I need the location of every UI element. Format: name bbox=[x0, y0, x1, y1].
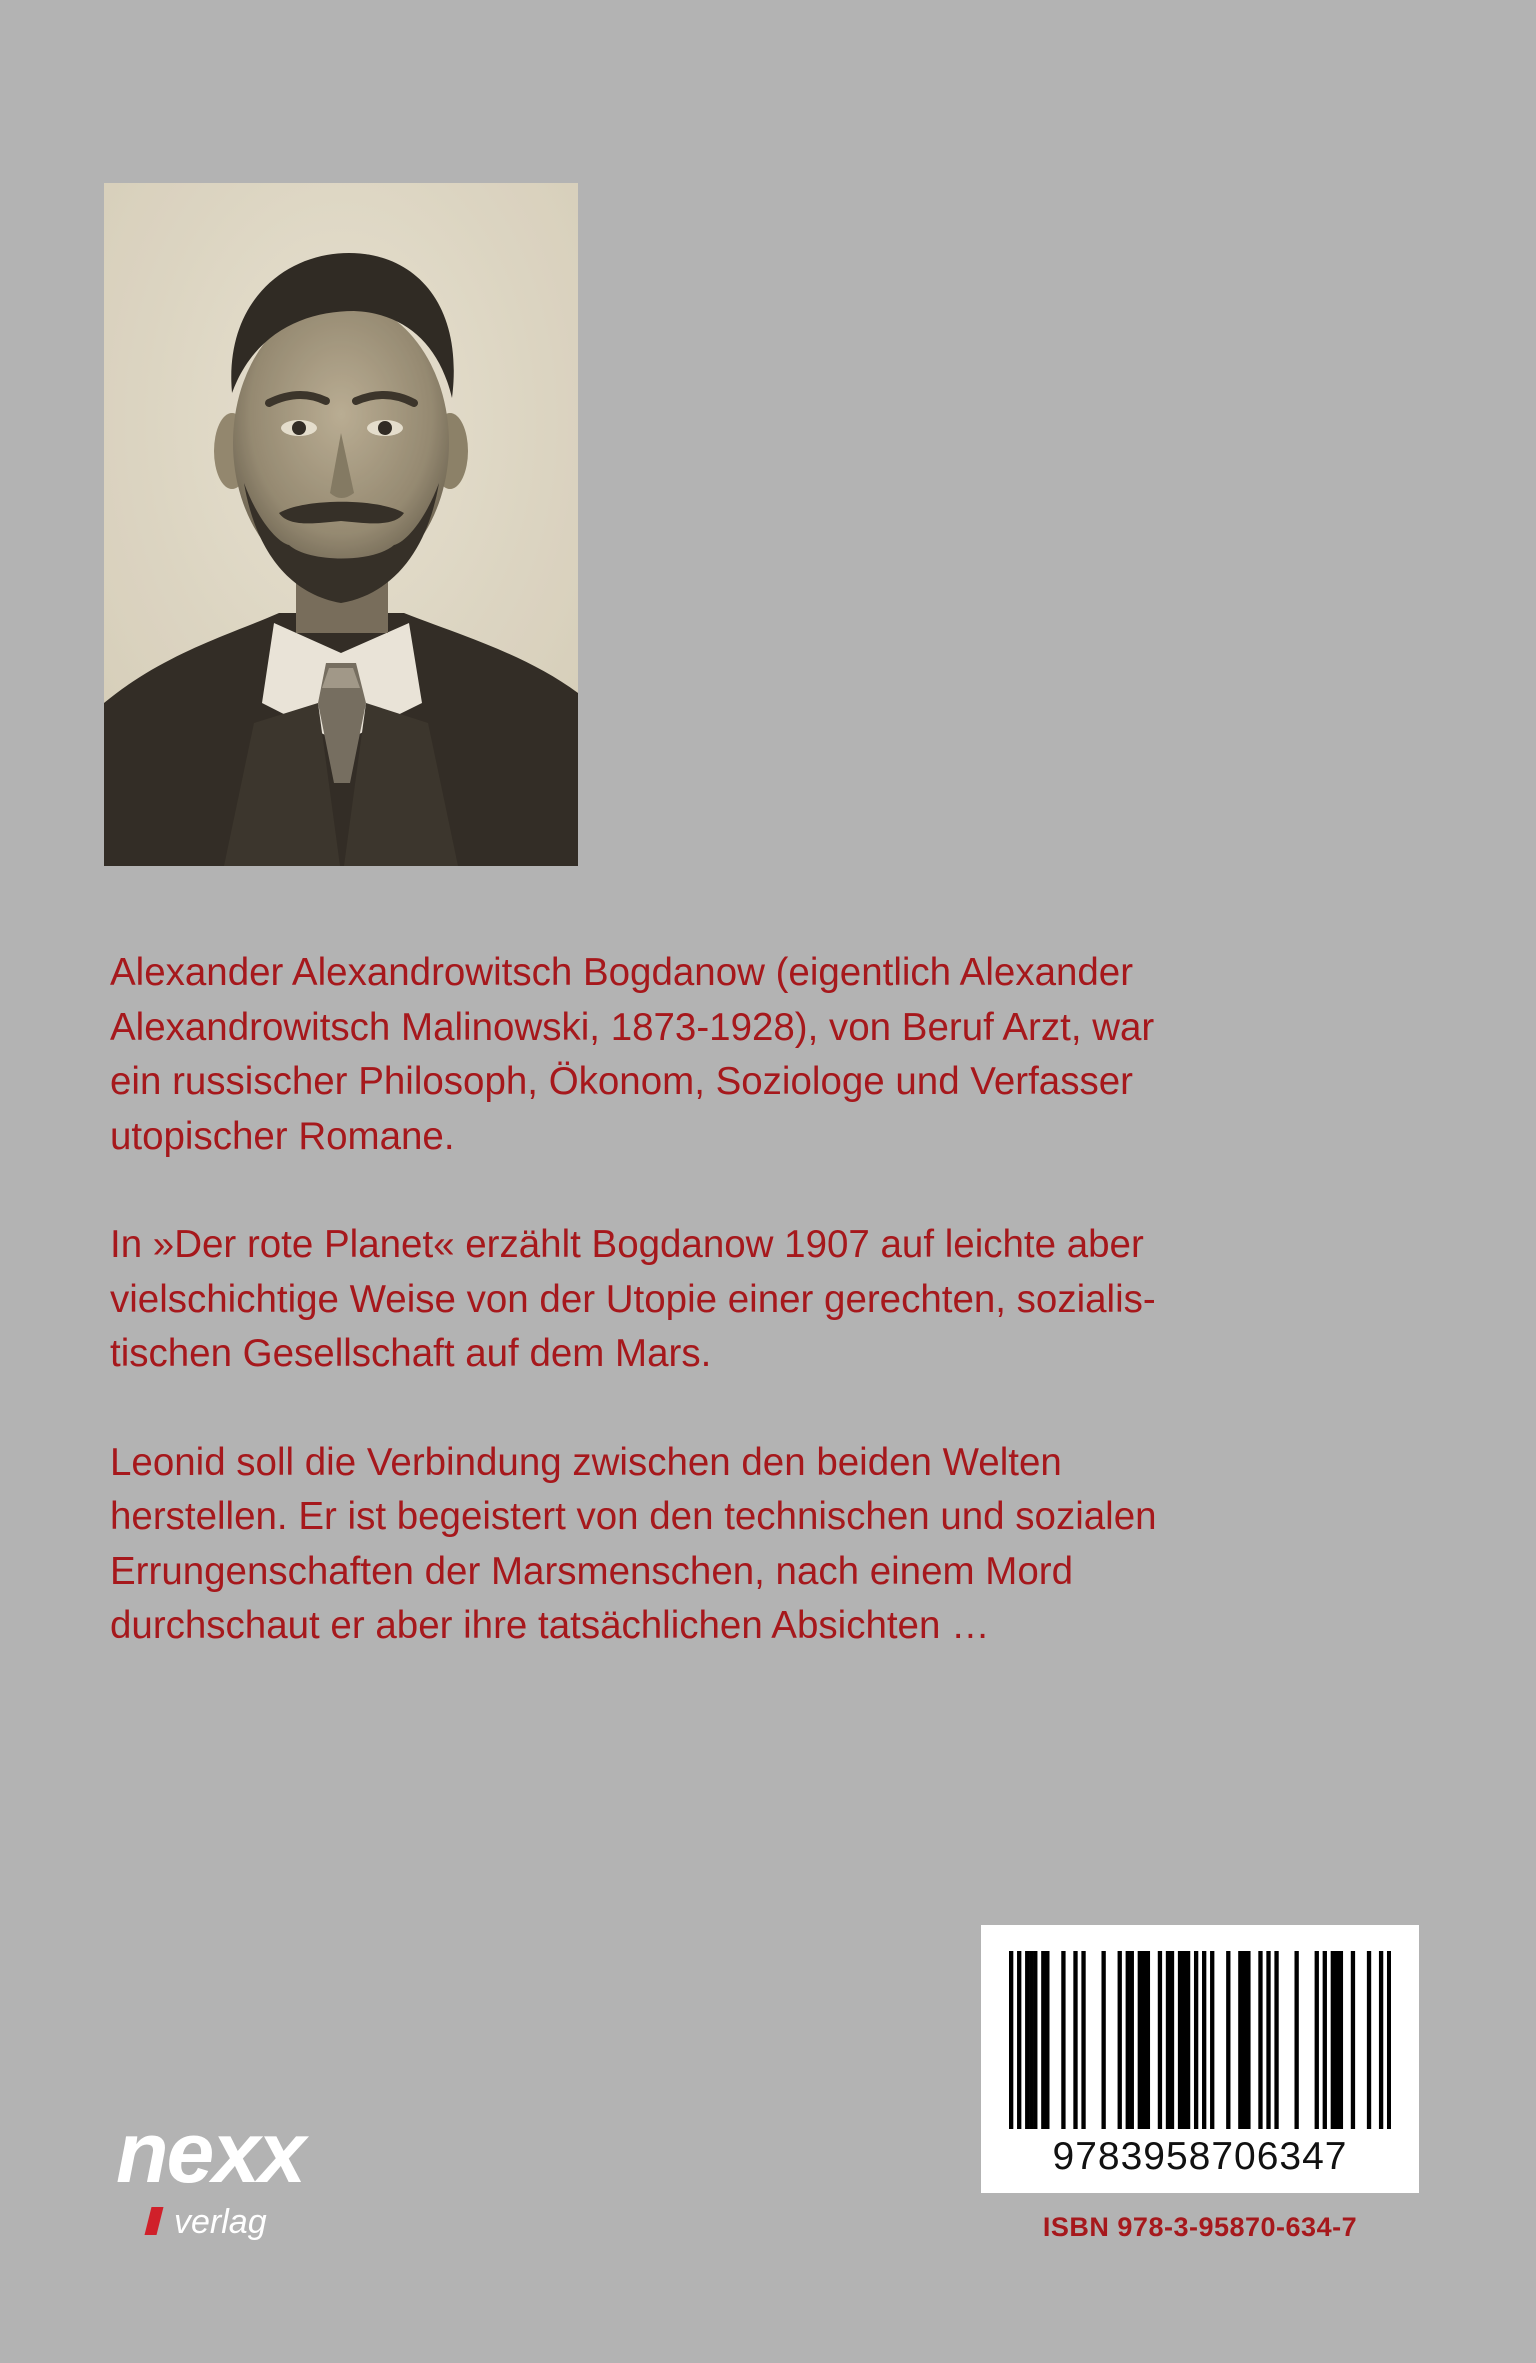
barcode-bar bbox=[1339, 1951, 1343, 2129]
barcode-bar bbox=[1186, 1951, 1190, 2129]
barcode-bar bbox=[1274, 1951, 1278, 2129]
barcode-bar bbox=[1045, 1951, 1049, 2129]
isbn-label: ISBN 978-3-95870-634-7 bbox=[1042, 2212, 1358, 2242]
blurb-line: herstellen. Er ist begeistert von den technischen und sozialen bbox=[110, 1495, 1157, 1538]
barcode-bar bbox=[1101, 1951, 1105, 2129]
barcode-bar bbox=[1130, 1951, 1134, 2129]
barcode-bar bbox=[1118, 1951, 1122, 2129]
barcode-bar bbox=[1178, 1951, 1182, 2129]
barcode-bar bbox=[1041, 1951, 1045, 2129]
barcode-bar bbox=[1017, 1951, 1021, 2129]
publisher-name: nexx bbox=[116, 2105, 305, 2201]
blurb-line: durchschaut er aber ihre tatsächlichen Absichten … bbox=[110, 1604, 990, 1647]
barcode-bar bbox=[1387, 1951, 1391, 2129]
blurb-line: Alexander Alexandrowitsch Bogdanow (eigentlich Alexander bbox=[110, 951, 1134, 994]
blurb-line: ein russischer Philosoph, Ökonom, Soziologe und Verfasser bbox=[110, 1060, 1133, 1103]
blurb-paragraph-author bbox=[110, 946, 1410, 1164]
barcode-bar bbox=[1294, 1951, 1298, 2129]
blurb-line: Alexandrowitsch Malinowski, 1873-1928), von Beruf Arzt, war bbox=[110, 1005, 1155, 1049]
blurb-paragraph-plot bbox=[110, 1436, 1410, 1654]
barcode-bar bbox=[1323, 1951, 1327, 2129]
blurb-text bbox=[110, 946, 1410, 1708]
barcode-bar bbox=[1158, 1951, 1162, 2129]
barcode-bar bbox=[1258, 1951, 1262, 2129]
blurb-line: tischen Gesellschaft auf dem Mars. bbox=[110, 1332, 712, 1375]
barcode-bar bbox=[1238, 1951, 1242, 2129]
barcode-bar bbox=[1226, 1951, 1230, 2129]
barcode-bar bbox=[1351, 1951, 1355, 2129]
barcode-bar bbox=[1126, 1951, 1130, 2129]
barcode-bar bbox=[1033, 1951, 1037, 2129]
author-portrait-photo bbox=[104, 183, 578, 866]
blurb-line: vielschichtige Weise von der Utopie einer gerechten, sozialis- bbox=[110, 1277, 1156, 1321]
publisher-logo bbox=[116, 2105, 356, 2258]
barcode-bar bbox=[1331, 1951, 1335, 2129]
blurb-line: Errungenschaften der Marsmenschen, nach einem Mord bbox=[110, 1549, 1073, 1593]
barcode-bar bbox=[1335, 1951, 1339, 2129]
barcode-digits: 9783958706347 bbox=[1052, 2135, 1348, 2178]
barcode-bars bbox=[1009, 1951, 1391, 2129]
barcode-bar bbox=[1029, 1951, 1033, 2129]
blurb-paragraph-book bbox=[110, 1218, 1410, 1382]
barcode-bar bbox=[1182, 1951, 1186, 2129]
barcode-bar bbox=[1009, 1951, 1013, 2129]
barcode bbox=[981, 1925, 1419, 2193]
barcode-bar bbox=[1266, 1951, 1270, 2129]
barcode-bar bbox=[1142, 1951, 1146, 2129]
barcode-bar bbox=[1061, 1951, 1065, 2129]
barcode-bar bbox=[1315, 1951, 1319, 2129]
barcode-bar bbox=[1210, 1951, 1214, 2129]
barcode-bar bbox=[1081, 1951, 1085, 2129]
barcode-bar bbox=[1170, 1951, 1174, 2129]
publisher-accent-mark bbox=[145, 2207, 164, 2235]
blurb-line: Leonid soll die Verbindung zwischen den beiden Welten bbox=[110, 1440, 1062, 1484]
barcode-bar bbox=[1194, 1951, 1198, 2129]
barcode-bar bbox=[1246, 1951, 1250, 2129]
barcode-bar bbox=[1202, 1951, 1206, 2129]
barcode-bar bbox=[1379, 1951, 1383, 2129]
barcode-bar bbox=[1073, 1951, 1077, 2129]
barcode-bar bbox=[1242, 1951, 1246, 2129]
barcode-bar bbox=[1138, 1951, 1142, 2129]
publisher-subtitle: verlag bbox=[174, 2203, 267, 2241]
portrait-illustration bbox=[104, 183, 578, 866]
blurb-line: In »Der rote Planet« erzählt Bogdanow 1907 auf leichte aber bbox=[110, 1223, 1144, 1266]
barcode-bar bbox=[1166, 1951, 1170, 2129]
barcode-bar bbox=[1367, 1951, 1371, 2129]
blurb-line: utopischer Romane. bbox=[110, 1114, 455, 1158]
barcode-bar bbox=[1146, 1951, 1150, 2129]
barcode-bar bbox=[1025, 1951, 1029, 2129]
